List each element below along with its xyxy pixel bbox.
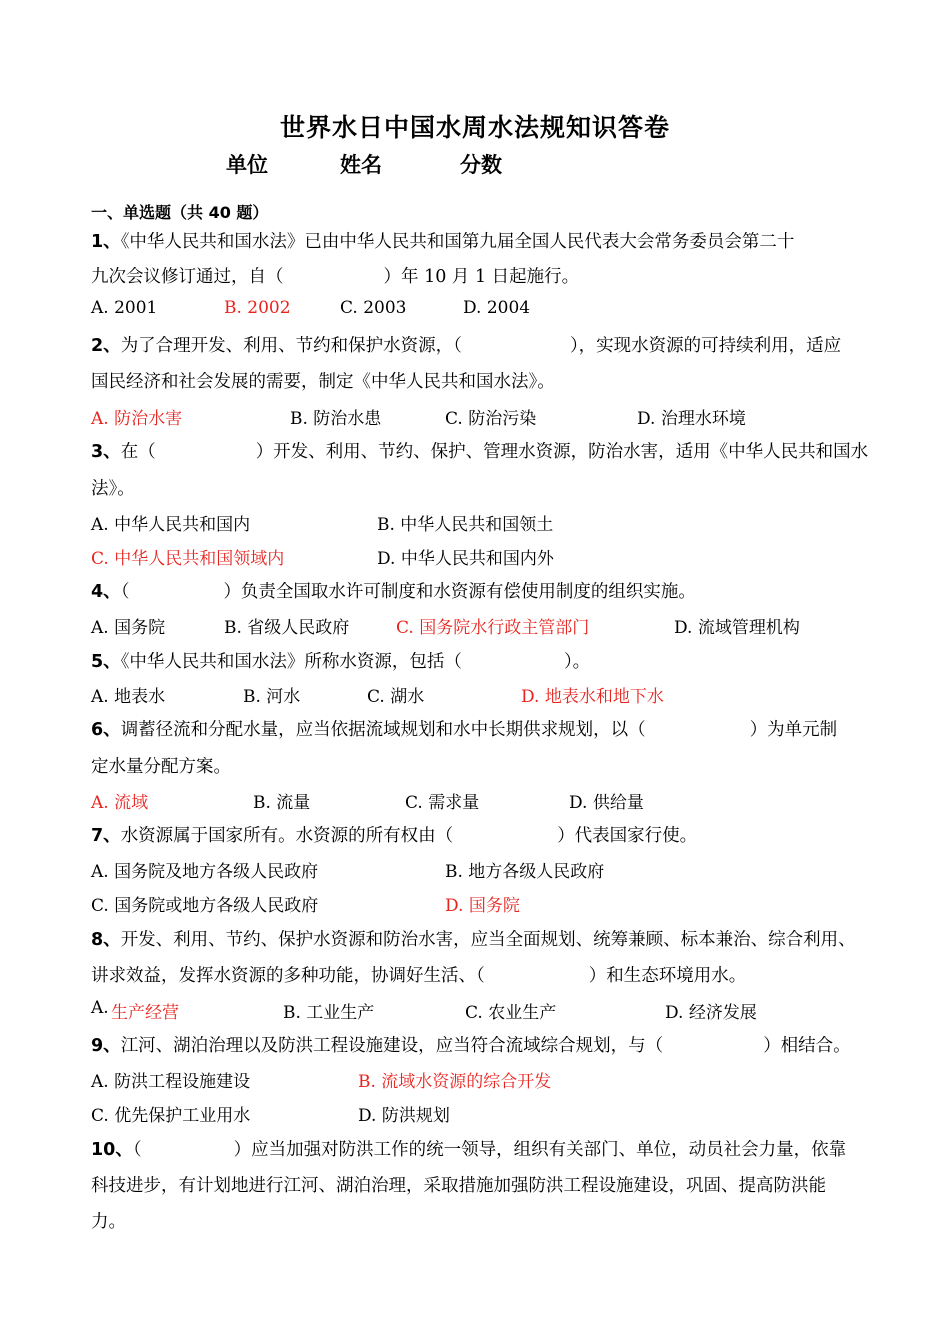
q1-option-c: C. 2003 <box>340 298 407 318</box>
q5-option-b: B. 河水 <box>243 687 301 707</box>
q9-option-d: D. 防洪规划 <box>358 1106 450 1126</box>
q3-option-c: C. 中华人民共和国领域内 <box>91 549 285 569</box>
question-number: 1、 <box>91 232 121 252</box>
question-number: 6、 <box>91 720 121 740</box>
question-10-line-3: 力。 <box>91 1212 126 1232</box>
question-text: 《中华人民共和国水法》所称水资源，包括（ <box>120 652 462 672</box>
question-text: 讲求效益，发挥水资源的多种功能，协调好生活、（ <box>91 966 485 986</box>
q4-option-a: A. 国务院 <box>91 618 166 638</box>
q9-option-a: A. 防洪工程设施建设 <box>91 1072 251 1092</box>
question-3 <box>91 438 868 463</box>
question-6 <box>91 716 837 741</box>
question-text: ）负责全国取水许可制度和水资源有偿使用制度的组织实施。 <box>223 582 696 602</box>
q3-option-d: D. 中华人民共和国内外 <box>377 549 554 569</box>
q6-option-d: D. 供给量 <box>569 793 644 813</box>
header-score: 分数 <box>460 153 502 177</box>
question-text: ），实现水资源的可持续利用，适应 <box>569 336 842 356</box>
q8-option-d: D. 经济发展 <box>665 1003 757 1023</box>
q4-option-d: D. 流域管理机构 <box>674 618 800 638</box>
question-1-line-2 <box>91 263 579 288</box>
question-8 <box>91 926 856 951</box>
question-10-line-2: 科技进步，有计划地进行江河、湖泊治理，采取措施加强防洪工程设施建设，巩固、提高防洪能 <box>91 1176 826 1196</box>
question-text: 调蓄径流和分配水量，应当依据流域规划和水中长期供求规划，以（ <box>120 720 646 740</box>
question-text: 《中华人民共和国水法》已由中华人民共和国第九届全国人民代表大会常务委员会第二十 <box>120 232 795 252</box>
q3-option-b: B. 中华人民共和国领土 <box>377 515 554 535</box>
question-text: 水资源属于国家所有。水资源的所有权由（ <box>120 826 454 846</box>
question-2 <box>91 332 841 357</box>
q8-option-a-text: 生产经营 <box>111 1003 179 1023</box>
q6-option-c: C. 需求量 <box>405 793 480 813</box>
question-text: 为了合理开发、利用、节约和保护水资源，（ <box>120 336 462 356</box>
q4-option-b: B. 省级人民政府 <box>224 618 350 638</box>
q4-option-c: C. 国务院水行政主管部门 <box>396 618 590 638</box>
question-text: ）代表国家行使。 <box>557 826 698 846</box>
q9-option-b: B. 流域水资源的综合开发 <box>358 1072 552 1092</box>
question-text: ）开发、利用、节约、保护、管理水资源，防治水害，适用《中华人民共和国水 <box>255 442 869 462</box>
question-number: 8、 <box>91 930 121 950</box>
q1-option-a: A. 2001 <box>91 298 158 318</box>
question-7 <box>91 822 697 847</box>
q5-option-c: C. 湖水 <box>367 687 425 707</box>
q6-option-b: B. 流量 <box>253 793 311 813</box>
question-9 <box>91 1032 851 1057</box>
q8-option-c: C. 农业生产 <box>465 1003 557 1023</box>
question-text: （ <box>120 582 130 602</box>
question-8-line-2 <box>91 962 746 987</box>
question-text: 开发、利用、节约、保护水资源和防治水害，应当全面规划、统筹兼顾、标本兼治、综合利用、 <box>120 930 856 950</box>
question-4 <box>91 578 696 603</box>
question-number: 10、 <box>91 1140 133 1160</box>
q3-option-a: A. 中华人民共和国内 <box>91 515 251 535</box>
q8-option-a: A. <box>91 998 109 1018</box>
question-text: ）年 10 月 1 日起施行。 <box>383 267 580 287</box>
q5-option-a: A. 地表水 <box>91 687 166 707</box>
q1-option-b: B. 2002 <box>224 298 291 318</box>
question-text: ）和生态环境用水。 <box>588 966 747 986</box>
header-name: 姓名 <box>340 153 382 177</box>
q2-option-b: B. 防治水患 <box>290 409 382 429</box>
question-10 <box>91 1136 846 1161</box>
question-text: 九次会议修订通过，自（ <box>91 267 284 287</box>
q7-option-a: A. 国务院及地方各级人民政府 <box>91 862 319 882</box>
q6-option-a: A. 流域 <box>91 793 149 813</box>
question-number: 9、 <box>91 1036 121 1056</box>
question-number: 7、 <box>91 826 121 846</box>
header-unit: 单位 <box>226 153 268 177</box>
question-text: （ <box>132 1140 142 1160</box>
page-title: 世界水日中国水周水法规知识答卷 <box>279 113 670 142</box>
q7-option-d: D. 国务院 <box>445 896 520 916</box>
q2-option-c: C. 防治污染 <box>445 409 537 429</box>
question-text: ）为单元制 <box>749 720 838 740</box>
question-text: 江河、湖泊治理以及防洪工程设施建设，应当符合流域综合规划，与（ <box>120 1036 664 1056</box>
q7-option-c: C. 国务院或地方各级人民政府 <box>91 896 319 916</box>
question-text: 在（ <box>120 442 156 462</box>
question-text: ）。 <box>563 652 591 672</box>
question-text: ）相结合。 <box>763 1036 851 1056</box>
question-3-line-2: 法》。 <box>91 479 135 499</box>
question-number: 4、 <box>91 582 121 602</box>
question-6-line-2: 定水量分配方案。 <box>91 757 231 777</box>
q2-option-a: A. 防治水害 <box>91 409 183 429</box>
q1-option-d: D. 2004 <box>463 298 531 318</box>
question-text: ）应当加强对防洪工作的统一领导，组织有关部门、单位，动员社会力量，依靠 <box>233 1140 847 1160</box>
question-5 <box>91 648 590 673</box>
question-1 <box>91 228 794 253</box>
q5-option-d: D. 地表水和地下水 <box>521 687 664 707</box>
section-heading: 一、单选题（共 40 题） <box>91 203 269 222</box>
q7-option-b: B. 地方各级人民政府 <box>445 862 605 882</box>
question-number: 3、 <box>91 442 121 462</box>
q2-option-d: D. 治理水环境 <box>637 409 746 429</box>
question-number: 2、 <box>91 336 121 356</box>
question-2-line-2: 国民经济和社会发展的需要，制定《中华人民共和国水法》。 <box>91 372 555 392</box>
question-number: 5、 <box>91 652 121 672</box>
q9-option-c: C. 优先保护工业用水 <box>91 1106 251 1126</box>
q8-option-b: B. 工业生产 <box>283 1003 375 1023</box>
